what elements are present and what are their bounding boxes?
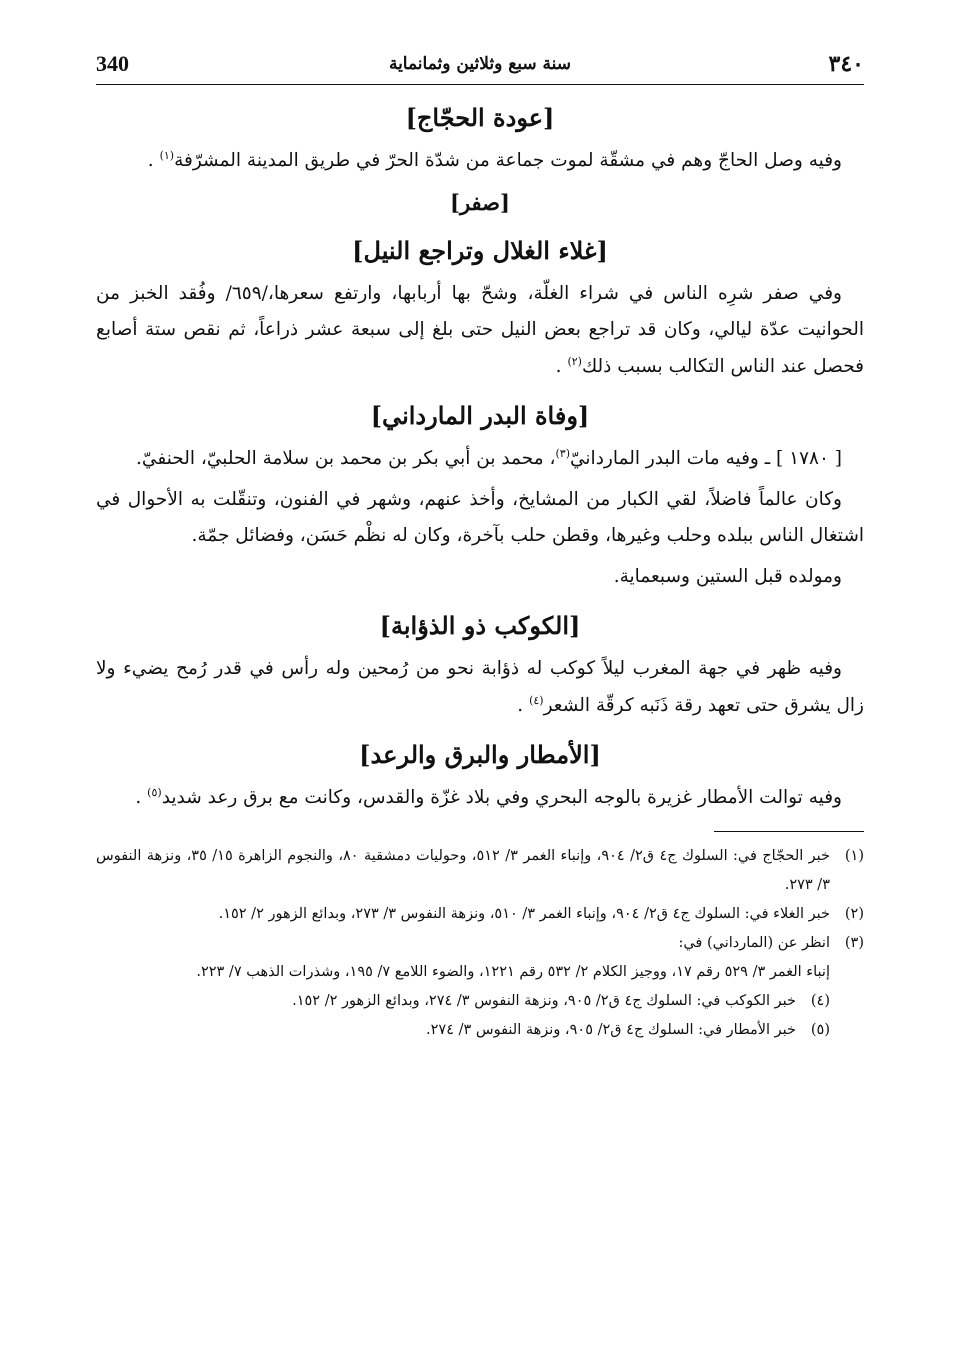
section-heading: [الكوكب ذو الذؤابة] xyxy=(379,611,581,640)
paragraph: وفيه ظهر في جهة المغرب ليلاً كوكب له ذؤابة نحو من رُمحين وله رأس في قدر رُمح يضيء ولا زال يشرق حتى تعهد رقة ذَنَبه كرقّة الشعر$^{(٤)}$ . xyxy=(96,658,864,716)
footnote-text xyxy=(96,929,830,987)
page-header xyxy=(96,44,864,85)
paragraph: وفيه وصل الحاجّ وهم في مشقّة لموت جماعة من شدّة الحرّ في طريق المدينة المشرّفة$^{(١)}$ . xyxy=(147,148,842,171)
page xyxy=(96,44,864,1045)
footnote-line: انظر عن (المارداني) في: xyxy=(678,934,830,951)
footnote-number: (١) xyxy=(844,847,864,864)
paragraph: وفي صفر شرِه الناس في شراء الغلّة، وشحّ بها أربابها، وارتفع سعرها،/٦٥٩/ وفُقد الخبز من الحوانيت عدّة ليالي، وكان قد تراجع بعض النيل حتى بلغ إلى سبعة عشر ذراعاً، ثم نقص ستة أصابع فحصل عند الناس التكالب بسبب ذلك$^{(٢)}$ . xyxy=(96,282,864,377)
footnote-text: خبر الأمطار في: السلوك ج٤ ق٢/ ٩٠٥، ونزهة النفوس ٣/ ٢٧٤. xyxy=(426,1021,796,1038)
footnote xyxy=(96,842,864,900)
footnote-ref: (١) xyxy=(159,148,175,162)
section-heading: [عودة الحجّاج] xyxy=(405,103,555,132)
footnote-line: إنباء الغمر ٣/ ٥٢٩ رقم ١٧، ووجيز الكلام ٢/ ٥٣٢ رقم ١٢٢١، والضوء اللامع ٧/ ١٩٥، وشذرات الذهب ٧/ ٢٢٣. xyxy=(196,963,830,980)
footnote-separator xyxy=(714,831,864,832)
footnote-number: (٣) xyxy=(844,934,864,951)
page-number-latin: 340 xyxy=(96,51,129,76)
running-title: سنة سبع وثلاثين وثمانماية xyxy=(388,54,572,74)
footnote-ref: (٢) xyxy=(567,354,582,368)
footnote-number: (٥) xyxy=(810,1021,830,1038)
footnote-ref: (٤) xyxy=(529,693,544,707)
section-heading: [وفاة البدر المارداني] xyxy=(370,401,590,430)
page-number-arabic: ٣٤٠ xyxy=(828,51,864,77)
footnote-text: خبر الحجّاج في: السلوك ج٤ ق٢/ ٩٠٤، وإنباء الغمر ٣/ ٥١٢، وحوليات دمشقية ٨٠، والنجوم الزاهرة ١٥/ ٣٥، ونزهة النفوس ٣/ ٢٧٣. xyxy=(96,847,831,893)
footnote-number: (٢) xyxy=(844,905,864,922)
section-heading: [صفر] xyxy=(450,189,510,215)
paragraph: وفيه توالت الأمطار غزيرة بالوجه البحري وفي بلاد غزّة والقدس، وكانت مع برق رعد شديد$^{(٥)}$ . xyxy=(135,785,842,808)
footnote xyxy=(96,1016,864,1045)
footnote-text: خبر الغلاء في: السلوك ج٤ ق٢/ ٩٠٤، وإنباء الغمر ٣/ ٥١٠، ونزهة النفوس ٣/ ٢٧٣، وبدائع الزهور ٢/ ١٥٢. xyxy=(218,905,830,922)
paragraph: [ ١٧٨٠ ] ـ وفيه مات البدر الماردانيّ$^{(٣)}$، محمد بن أبي بكر بن محمد بن سلامة الحلبيّ، الحنفيّ. xyxy=(136,446,842,469)
main-text xyxy=(96,93,864,817)
footnote-ref: (٣) xyxy=(555,446,570,460)
paragraph: وكان عالماً فاضلاً، لقي الكبار من المشايخ، وأخذ عنهم، وشهر في الفنون، وتنقّلت به الأحوال في اشتغال الناس ببلده وحلب وغيرها، وقطن حلب بآخرة، وكان له نظْم حَسَن، وفضائل جمّة. xyxy=(96,488,864,546)
section-heading: [غلاء الغلال وتراجع النيل] xyxy=(352,235,608,265)
footnote-number: (٤) xyxy=(810,992,830,1009)
footnote xyxy=(96,987,864,1016)
paragraph: ومولده قبل الستين وسبعماية. xyxy=(613,565,842,587)
section-heading: [الأمطار والبرق والرعد] xyxy=(359,740,601,769)
footnotes xyxy=(96,842,864,1045)
footnote xyxy=(96,929,864,987)
footnote xyxy=(96,900,864,929)
footnote-text: خبر الكوكب في: السلوك ج٤ ق٢/ ٩٠٥، ونزهة النفوس ٣/ ٢٧٤، وبدائع الزهور ٢/ ١٥٢. xyxy=(292,992,796,1009)
footnote-ref: (٥) xyxy=(147,785,162,799)
